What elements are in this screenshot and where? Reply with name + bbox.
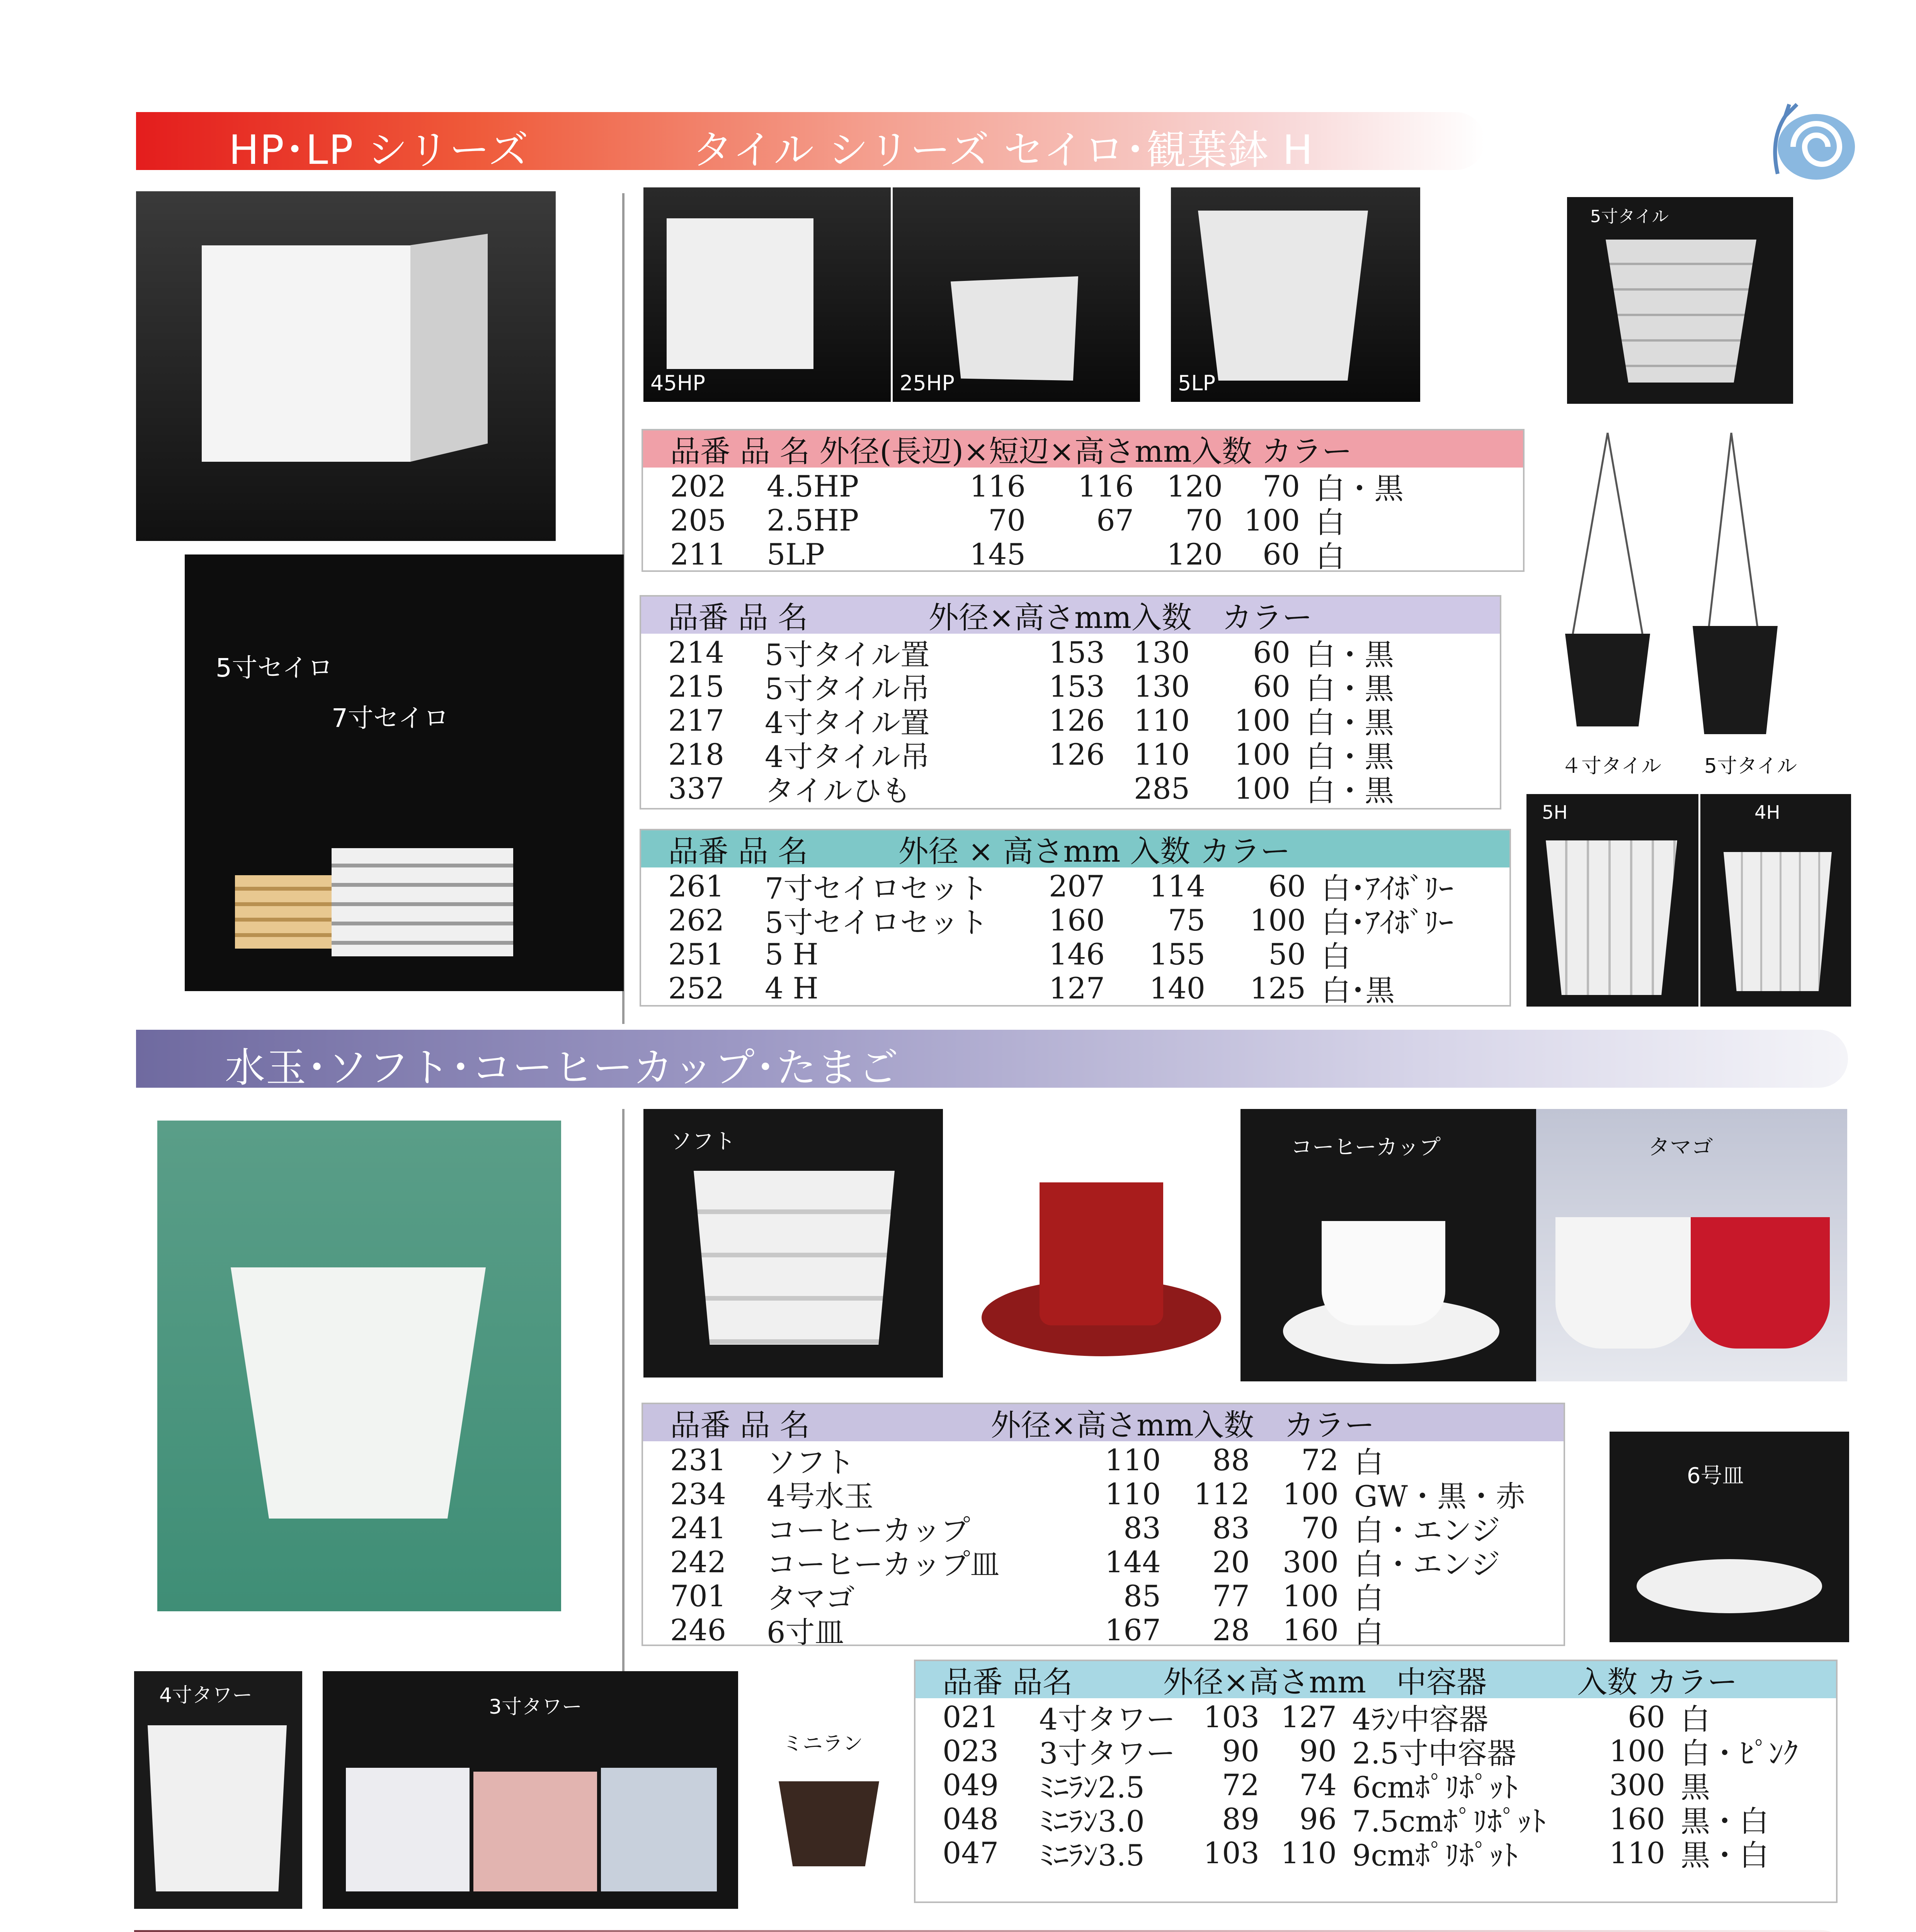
- table-cell: 241: [670, 1510, 727, 1545]
- photo-red-cup: [958, 1109, 1242, 1378]
- table-cell: 白・黒: [1315, 471, 1404, 506]
- table4-header: 品番 品 名 外径×高さmm入数 カラー: [643, 1404, 1564, 1441]
- table-cell: 4号水玉: [767, 1479, 874, 1514]
- table-cell: タマゴ: [767, 1581, 855, 1616]
- table-cell: 2.5HP: [767, 503, 859, 537]
- plate6-label: 6号皿: [1687, 1463, 1744, 1488]
- photo-coffee-cup: [1240, 1109, 1536, 1381]
- table-cell: 100: [1234, 703, 1290, 738]
- table-cell: 120: [1166, 537, 1223, 571]
- photo-cube-45hp-large: [136, 191, 556, 541]
- table-cell: 100: [1282, 1578, 1339, 1613]
- table-cell: 4寸タイル置: [765, 705, 930, 740]
- table-row: [668, 635, 1500, 672]
- table-cell: 116: [1077, 469, 1134, 503]
- coffee-label: コーヒーカップ: [1291, 1135, 1441, 1160]
- table-cell: 217: [668, 703, 725, 738]
- table-cell: 100: [1244, 503, 1300, 537]
- table-cell: 4ﾗﾝ中容器: [1352, 1702, 1489, 1736]
- table-cell: 048: [943, 1801, 999, 1836]
- table1-header: 品番 品 名 外径(長辺)×短辺×高さmm入数 カラー: [643, 430, 1523, 468]
- table-cell: 白･ｱｲﾎﾞﾘｰ: [1321, 871, 1453, 906]
- table-cell: 100: [1234, 771, 1290, 806]
- photo-plate6: [1610, 1432, 1849, 1642]
- table-cell: 白: [1315, 539, 1345, 574]
- table-cell: 5寸セイロセット: [765, 905, 989, 940]
- table-cell: 白・黒: [1306, 671, 1394, 706]
- table-cell: ソフト: [767, 1445, 855, 1480]
- table-cell: 60: [1253, 669, 1290, 704]
- table-cell: 7寸セイロセット: [765, 871, 989, 906]
- photo-tower4: [134, 1671, 302, 1909]
- table-cell: 72: [1301, 1442, 1339, 1477]
- table-cell: 70: [1185, 503, 1223, 537]
- table-cell: 4.5HP: [767, 469, 859, 503]
- section-band-mizutama: [136, 1030, 1848, 1091]
- table-cell: 110: [1609, 1835, 1665, 1870]
- photo-25hp: [893, 187, 1140, 402]
- table-cell: ﾐﾆﾗﾝ3.5: [1039, 1838, 1145, 1872]
- table-cell: 白・ﾋﾟﾝｸ: [1681, 1736, 1798, 1770]
- table-cell: 77: [1212, 1578, 1250, 1613]
- hp-lp-title: HP･LP シリーズ: [229, 126, 529, 173]
- table-cell: 262: [668, 903, 725, 937]
- table-cell: 100: [1234, 737, 1290, 772]
- table3-header: 品番 品 名 外径 × 高さmm 入数 カラー: [641, 830, 1509, 867]
- table-cell: 85: [1123, 1578, 1161, 1613]
- table-row: [670, 1578, 1564, 1616]
- table-cell: 5寸タイル置: [765, 637, 930, 672]
- p5tile-label: 5寸タイル: [1590, 207, 1669, 226]
- table5-header: 品番 品名 外径×高さmm 中容器 入数 カラー: [915, 1661, 1836, 1698]
- table-cell: 211: [670, 537, 727, 571]
- seiro7-label: 7寸セイロ: [332, 703, 449, 733]
- table-cell: 285: [1133, 771, 1190, 806]
- table-cell: 251: [668, 937, 725, 971]
- table-row: [668, 737, 1500, 774]
- table-cell: 110: [1133, 703, 1190, 738]
- table-cell: 160: [1609, 1801, 1665, 1836]
- table-cell: 83: [1123, 1510, 1161, 1545]
- p45-label: 45HP: [650, 371, 705, 395]
- table-cell: 5LP: [767, 537, 825, 571]
- table-cell: 83: [1212, 1510, 1250, 1545]
- table-cell: 白･黒: [1321, 973, 1395, 1008]
- tower4-label: 4寸タワー: [159, 1684, 253, 1707]
- table-cell: 231: [670, 1442, 727, 1477]
- table-cell: 140: [1149, 971, 1205, 1005]
- snail-icon: [1762, 93, 1863, 185]
- photo-seiro: [185, 554, 624, 991]
- photo-4h: [1700, 794, 1851, 1007]
- table-row: [668, 869, 1509, 906]
- table-cell: 300: [1609, 1767, 1665, 1802]
- table-cell: 144: [1104, 1544, 1161, 1579]
- tile4-label: ４寸タイル: [1561, 755, 1661, 778]
- table-cell: 5寸タイル吊: [765, 671, 930, 706]
- table-cell: 3寸タワー: [1039, 1736, 1176, 1770]
- table-cell: 103: [1203, 1835, 1259, 1870]
- photo-miniran: [767, 1712, 897, 1874]
- table-cell: 89: [1222, 1801, 1259, 1836]
- table-cell: 114: [1149, 869, 1205, 903]
- table-row: [943, 1802, 1836, 1836]
- table-cell: 6寸皿: [767, 1615, 844, 1650]
- table-row: [668, 771, 1500, 808]
- tamago-label: タマゴ: [1648, 1135, 1713, 1160]
- table-cell: 103: [1203, 1699, 1259, 1734]
- table-cell: 4寸タワー: [1039, 1702, 1176, 1736]
- table-cell: 047: [943, 1835, 999, 1870]
- table-row: [668, 971, 1509, 1008]
- table-cell: 白: [1321, 939, 1351, 974]
- miniran-label: ミニラン: [783, 1732, 863, 1755]
- table-cell: 049: [943, 1767, 999, 1802]
- p25-label: 25HP: [900, 371, 955, 395]
- table-row: [670, 1442, 1564, 1480]
- table-cell: GW・黒・赤: [1354, 1479, 1525, 1514]
- table-cell: 337: [668, 771, 725, 806]
- table-cell: 207: [1048, 869, 1105, 903]
- column-divider: [622, 1109, 624, 1727]
- table-cell: 黒・白: [1681, 1838, 1769, 1872]
- table-cell: 125: [1249, 971, 1306, 1005]
- table-row: [668, 703, 1500, 740]
- table-cell: 126: [1048, 737, 1105, 772]
- table-cell: 701: [670, 1578, 727, 1613]
- table-cell: 110: [1104, 1442, 1161, 1477]
- table-cell: 96: [1299, 1801, 1337, 1836]
- table-cell: 90: [1299, 1733, 1337, 1768]
- photo-tower3: [323, 1671, 738, 1909]
- table-cell: 黒・白: [1681, 1804, 1769, 1838]
- tile5-label: 5寸タイル: [1704, 755, 1797, 778]
- p5lp-label: 5LP: [1178, 371, 1216, 395]
- table-cell: 90: [1222, 1733, 1259, 1768]
- tower3-label: 3寸タワー: [489, 1696, 582, 1719]
- table-cell: コーヒーカップ皿: [767, 1547, 1000, 1582]
- table-cell: 120: [1166, 469, 1223, 503]
- table-cell: 4 H: [765, 971, 818, 1005]
- table-cell: 75: [1168, 903, 1205, 937]
- table-cell: 153: [1048, 669, 1105, 704]
- table-cell: 215: [668, 669, 725, 704]
- table-cell: 023: [943, 1733, 999, 1768]
- table-cell: 252: [668, 971, 725, 1005]
- table-cell: 20: [1212, 1544, 1250, 1579]
- table-cell: 2.5寸中容器: [1352, 1736, 1516, 1770]
- table-cell: 50: [1268, 937, 1306, 971]
- table-cell: 88: [1212, 1442, 1250, 1477]
- table-cell: 白･ｱｲﾎﾞﾘｰ: [1321, 905, 1453, 940]
- table-cell: 70: [988, 503, 1026, 537]
- table-cell: 100: [1609, 1733, 1665, 1768]
- table-cell: 116: [969, 469, 1026, 503]
- table-cell: 白: [1354, 1445, 1383, 1480]
- table-cell: 110: [1280, 1835, 1337, 1870]
- table-tile: [640, 595, 1501, 810]
- table-row: [943, 1768, 1836, 1802]
- table-cell: 100: [1282, 1476, 1339, 1511]
- table-cell: 202: [670, 469, 727, 503]
- table-cell: 153: [1048, 635, 1105, 670]
- table2-header: 品番 品 名 外径×高さmm入数 カラー: [641, 597, 1500, 634]
- table-cell: 155: [1149, 937, 1205, 971]
- table-cell: 60: [1263, 537, 1300, 571]
- table-cell: 261: [668, 869, 725, 903]
- soft-label: ソフト: [670, 1129, 735, 1154]
- table-cell: 28: [1212, 1612, 1250, 1647]
- table-cell: 60: [1628, 1699, 1665, 1734]
- table-cell: 白: [1354, 1581, 1383, 1616]
- h5-label: 5H: [1542, 802, 1568, 823]
- table-cell: 60: [1268, 869, 1306, 903]
- table-cell: ﾐﾆﾗﾝ2.5: [1039, 1770, 1145, 1804]
- table-cell: 白: [1315, 505, 1345, 540]
- table-cell: 021: [943, 1699, 999, 1734]
- photo-tamago: [1536, 1109, 1847, 1381]
- table-cell: 白・黒: [1306, 705, 1394, 740]
- table-cell: 234: [670, 1476, 727, 1511]
- table-cell: 70: [1301, 1510, 1339, 1545]
- photo-45hp: [643, 187, 891, 402]
- table-cell: 145: [969, 537, 1026, 571]
- table-cell: 67: [1096, 503, 1134, 537]
- table-mizutama: [642, 1403, 1565, 1650]
- table-row: [670, 1476, 1564, 1514]
- table-cell: 112: [1193, 1476, 1250, 1511]
- table-cell: 白・エンジ: [1354, 1547, 1501, 1582]
- table-row: [668, 669, 1500, 706]
- table-cell: 74: [1299, 1767, 1337, 1802]
- table-cell: 214: [668, 635, 725, 670]
- photo-mizutama: [157, 1121, 561, 1611]
- table-tower-miniran: [914, 1660, 1838, 1903]
- table-cell: 7.5cmﾎﾟﾘﾎﾟｯﾄ: [1352, 1804, 1546, 1838]
- table-cell: 127: [1048, 971, 1105, 1005]
- table-cell: ﾐﾆﾗﾝ3.0: [1039, 1804, 1145, 1838]
- table-cell: 218: [668, 737, 725, 772]
- table-cell: 146: [1048, 937, 1105, 971]
- table-cell: 60: [1253, 635, 1290, 670]
- seiro5-label: 5寸セイロ: [216, 653, 334, 683]
- photo-5tile: [1567, 197, 1793, 404]
- h4-label: 4H: [1754, 802, 1780, 823]
- table-row: [668, 903, 1509, 940]
- table-row: [670, 537, 1523, 574]
- table-cell: 160: [1282, 1612, 1339, 1647]
- section-band-chuyoki: [134, 1930, 1850, 1932]
- table-hp-lp: [642, 429, 1525, 572]
- section-band-hp-tile: [136, 112, 1485, 173]
- table-cell: 9cmﾎﾟﾘﾎﾟｯﾄ: [1352, 1838, 1518, 1872]
- table-row: [670, 503, 1523, 540]
- table-cell: 246: [670, 1612, 727, 1647]
- table-cell: 160: [1048, 903, 1105, 937]
- table-cell: 127: [1280, 1699, 1337, 1734]
- table-cell: コーヒーカップ: [767, 1513, 970, 1548]
- table-cell: 白・エンジ: [1354, 1513, 1501, 1548]
- table-cell: 6cmﾎﾟﾘﾎﾟｯﾄ: [1352, 1770, 1518, 1804]
- table-cell: 70: [1263, 469, 1300, 503]
- table-cell: 白・黒: [1306, 739, 1394, 774]
- table-cell: 黒: [1681, 1770, 1710, 1804]
- photo-5h: [1526, 794, 1698, 1007]
- table-row: [943, 1836, 1836, 1870]
- photo-soft: [643, 1109, 943, 1378]
- table-cell: 白・黒: [1306, 773, 1394, 808]
- table-cell: 白・黒: [1306, 637, 1394, 672]
- table-cell: 300: [1282, 1544, 1339, 1579]
- table-row: [943, 1700, 1836, 1734]
- photo-5lp: [1171, 187, 1420, 402]
- table-row: [943, 1734, 1836, 1768]
- table-cell: 白: [1354, 1615, 1383, 1650]
- table-row: [670, 1544, 1564, 1582]
- table-seiro-h: [640, 829, 1511, 1007]
- photo-hanging-tiles: [1542, 417, 1859, 784]
- tile-series-title: タイル シリーズ セイロ･観葉鉢 H: [693, 126, 1314, 173]
- table-row: [670, 469, 1523, 506]
- table-cell: タイルひも: [765, 773, 911, 808]
- table-cell: 126: [1048, 703, 1105, 738]
- table-cell: 72: [1222, 1767, 1259, 1802]
- table-cell: 205: [670, 503, 727, 537]
- table-cell: 130: [1133, 669, 1190, 704]
- table-cell: 242: [670, 1544, 727, 1579]
- table-row: [668, 937, 1509, 974]
- table-cell: 100: [1249, 903, 1306, 937]
- table-cell: 110: [1133, 737, 1190, 772]
- table-row: [670, 1510, 1564, 1548]
- table-cell: 5 H: [765, 937, 818, 971]
- table-cell: 110: [1104, 1476, 1161, 1511]
- table-cell: 130: [1133, 635, 1190, 670]
- section2-title: 水玉･ソフト･コーヒーカップ･たまご: [225, 1044, 899, 1091]
- table-row: [670, 1612, 1564, 1650]
- table-cell: 白: [1681, 1702, 1710, 1736]
- table-cell: 4寸タイル吊: [765, 739, 930, 774]
- table-cell: 167: [1104, 1612, 1161, 1647]
